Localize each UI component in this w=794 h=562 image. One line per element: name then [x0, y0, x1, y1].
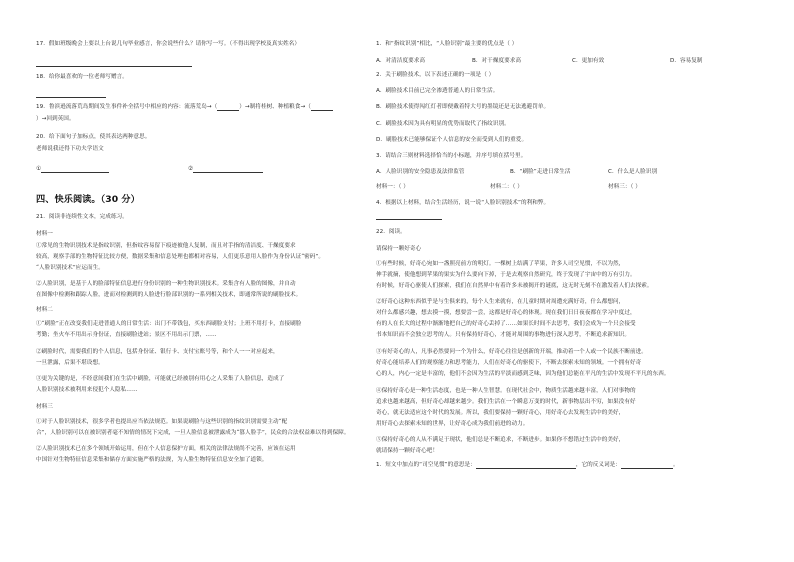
q1-option-c[interactable]: C．更加有效 — [572, 58, 605, 64]
q17-answer-line[interactable] — [36, 66, 192, 67]
m2-p1-line-1: ①“刷脸”正在改变我们走进普通人的日常生活：出门不带钱包，买东西刷脸支付；上班不用打卡，直接刷脸 — [36, 321, 302, 327]
q22-1-end: 。 — [672, 462, 679, 468]
q19-end: ）→回到英国。 — [36, 116, 75, 122]
essay-p3-line-1: ③有好奇心的人，凡事必然要问一个为什么，好奇心往往是创新的开端，推动着一个人或一个民族不断前进。 — [376, 349, 647, 355]
q2-option-a[interactable]: A．刷脸技术目前已完全渗透普通人的日常生活。 — [376, 88, 499, 94]
q1-option-a[interactable]: A．对清洁度要求高 — [376, 58, 426, 64]
m1-p1-line-2: 较高，观察手部的生物特征比较方便，数据采集和信息处理也都相对容易，人们更乐意用人脸作为身份认证“密码”。 — [36, 254, 325, 260]
essay-p3-line-2: 好奇心能培养人们的观察能力和思考能力，人们在好奇心的驱使下，不断去探索未知的领域。一个拥有好奇 — [376, 360, 642, 366]
m1-p1-line-1: ①常见的生物识别技术是指纹识别，但指纹容易留下痕迹被他人复制，而且对手指的清洁度、干燥度要求 — [36, 243, 296, 249]
q3-text: 3．请结合三则材料选择恰当的小标题，并序号填在括号里。 — [376, 153, 527, 159]
q20-sentence: 老师说我还得下功夫学语文 — [36, 146, 104, 152]
essay-title: 请保持一颗好奇心 — [376, 246, 422, 252]
q22-1-blank-meaning[interactable] — [476, 462, 576, 469]
q4-text: 4．根据以上材料，结合生活经历，说一说“人脸识别技术”的利和弊。 — [376, 200, 550, 206]
m2-p3-line-1: ③更为关键的是，不经意间我们在生活中刷脸，可能就已经被别有用心之人采集了人脸信息，造成了 — [36, 376, 285, 382]
q20-blank-2[interactable] — [193, 166, 263, 173]
q22-1-prompt-antonym: ，它的反义词是： — [575, 462, 621, 468]
essay-p1-line-3: 有时候，好奇心驱使人们探索，我们在自然界中有着许多未被揭开的谜底，这无时无刻不在激发着人们去探索。 — [376, 283, 653, 289]
q2-option-d[interactable]: D．刷脸技术已能够保证个人信息的安全而受到人们的重爱。 — [376, 137, 528, 143]
q20-blank-1[interactable] — [41, 166, 109, 173]
q19-part-b: ）→制将桂树、种植粮食→（ — [239, 104, 311, 110]
essay-p3-line-3: 心的人，内心一定是丰富的，他们不会因为生活的平淡而感到乏味，因为他们总能在平凡的生活中发现不平凡的东西。 — [376, 371, 670, 377]
q3-option-a: A．人脸识别的安全隐患及法律监管 — [376, 169, 465, 175]
m1-p1-line-3: “人脸识别技术”应运而生。 — [36, 265, 104, 271]
q19-blank-2[interactable] — [311, 104, 333, 111]
q18-answer-line[interactable] — [36, 97, 106, 98]
q22-1-text — [376, 462, 679, 469]
q1-text: 1．和“指纹识别”相比，“人脸识别”最主要的优点是（ ） — [376, 41, 518, 47]
q21-text: 21．阅读非连续性文本，完成练习。 — [36, 214, 128, 220]
q3-material-1-slot[interactable]: 材料一：（ ） — [376, 184, 409, 190]
q1-option-d[interactable]: D．容易复制 — [670, 58, 703, 64]
q22-text: 22．阅读。 — [376, 229, 406, 235]
q20-answer-1 — [36, 166, 109, 173]
q20-text: 20．给下面句子加标点，使其表达两种意思。 — [36, 134, 151, 140]
essay-p2-line-4: 书本知识而不会独立思考的人。只有保持好奇心，才能对周围的事物进行深入思考，不断追求新知识。 — [376, 332, 630, 338]
q2-option-c[interactable]: C．刷脸技术因为具有明显的优势而取代了指纹识别。 — [376, 121, 510, 127]
q3-option-c: C．什么是人脸识别 — [608, 169, 658, 175]
essay-p4-line-2: 追求也越来越高，但好奇心却越来越少。我们生活在一个瞬息万变的时代，新事物层出不穷，如果没有好 — [376, 399, 636, 405]
essay-p5-line-2: 就请保持一颗好奇心吧！ — [376, 448, 439, 454]
q20-answer-2 — [188, 166, 263, 173]
q22-1-blank-antonym[interactable] — [621, 462, 673, 469]
section-heading: 四、快乐阅读。（30 分） — [36, 194, 140, 205]
q17-text: 17．假如班级晚会上要以上台说几句毕业感言，你会说些什么？请你写一写。（不得出现学校及真实姓名） — [36, 41, 301, 47]
material-3-title: 材料三 — [36, 404, 53, 410]
material-1-title: 材料一 — [36, 231, 53, 237]
q20-mark-2: ② — [188, 166, 194, 172]
essay-p4-line-3: 奇心，就无法适应这个时代的发展。所以，我们要保持一颗好奇心，用好奇心去发现生活中的美好， — [376, 410, 625, 416]
m2-p2-line-2: 一旦泄露，后果不堪设想。 — [36, 360, 104, 366]
q18-text: 18．给你最喜欢的一位老师写赠言。 — [36, 74, 128, 80]
m3-p1-line-1: ①对于人脸识别技术，很多学者也提出应当依法规范。如果说刷脸与这些识别的指纹识别需要主动“配 — [36, 419, 288, 425]
essay-p4-line-1: ④保持好奇心是一种生活态度，也是一种人生智慧。在现代社会中，物质生活越来越丰富，人们对事物的 — [376, 388, 636, 394]
q22-1-prompt: 1．短文中加点的“司空见惯”的意思是： — [376, 462, 476, 468]
essay-p1-line-2: 伸手就摘，使他想到苹果的果实为什么要向下掉，于是去观察自然研究，终于发现了宇宙中的万有引力。 — [376, 272, 636, 278]
m2-p2-line-1: ②刷脸时代，需要我们的个人信息，包括身份证、银行卡、支付宝账号等，和个人一一对应起来， — [36, 349, 279, 355]
m1-p2-line-1: ②人脸识别，是基于人的脸部特征信息进行身份识别的一种生物识别技术。采集含有人脸的图像，并自动 — [36, 281, 296, 287]
essay-p2-line-3: 有的人在长大的过程中渐渐地把自己的好奇心丢掉了……如果长时间不去思考，我们会成为一个只会接受 — [376, 321, 636, 327]
m3-p2-line-2: 中国针对生物特征信息采集和储存方面实施严格的法规，为人脸生物特征信息安全加了道锁。 — [36, 457, 268, 463]
q3-option-b: B．“刷脸”走进日常生活 — [510, 169, 571, 175]
q19-part-a: 19．鲁滨逊流落荒岛期间发生事件补全括号中相应的内容：流落荒岛→（ — [36, 104, 218, 110]
m2-p3-line-2: 人脸识别技术被利用来侵犯个人隐私…… — [36, 387, 138, 393]
essay-p5-line-1: ⑤保持好奇心的人从不满足于现状，他们总是不断追求，不断进步。如果你不想错过生活中的美好， — [376, 437, 625, 443]
q1-option-b[interactable]: B．对干燥度要求高 — [472, 58, 522, 64]
m3-p1-line-2: 合”，人脸识别可以在被识别者毫不知情的情况下完成，一旦人脸信息被泄露成为“篡人脸手”，民众的合法权益难以得到保障。 — [36, 430, 350, 436]
q3-material-2-slot[interactable]: 材料二：（ ） — [490, 184, 523, 190]
m3-p2-line-1: ②人脸识别技术已在多个领域开始运用，但在个人信息保护方面，相关的法律法规尚不完善，应该在运用 — [36, 446, 296, 452]
q19-blank-1[interactable] — [217, 104, 239, 111]
q4-answer-line[interactable] — [376, 219, 442, 220]
material-2-title: 材料二 — [36, 307, 53, 313]
m2-p1-line-2: 考勤；坐火车不用出示身份证，直接刷脸进站；景区不用出示门票，…… — [36, 332, 217, 338]
essay-p2-line-1: ②好奇心这种东西似乎是与生俱来的，每个人生来就有，在儿童时期对周遭充满好奇，什么都想问， — [376, 299, 625, 305]
q3-material-3-slot[interactable]: 材料三：（ ） — [608, 184, 641, 190]
essay-p1-line-1: ①有些时候，好奇心宛如一盏照亮前方的明灯。一棵树上结满了苹果，许多人司空见惯，不以为然， — [376, 261, 625, 267]
q2-option-b[interactable]: B．刷脸技术使得闯红灯者即便戴着特大号的墨镜还是无法逃避罚单。 — [376, 104, 550, 110]
essay-p4-line-4: 用好奇心去探索未知的世界，让好奇心成为我们前进的动力。 — [376, 421, 529, 427]
q19-text — [36, 104, 333, 111]
q20-mark-1: ① — [36, 166, 42, 172]
m1-p2-line-2: 在图像中检测和跟踪人脸，进而对检测到的人脸进行脸部识别的一系列相关技术，即通常所说的刷脸技术。 — [36, 292, 302, 298]
essay-p2-line-2: 对什么都感兴趣，想去摸一摸，想要尝一尝，这都是好奇心的体现。现在我们日日夜夜都在学习中度过， — [376, 310, 636, 316]
q2-text: 2．关于刷脸技术，以下表述正确的一项是（ ） — [376, 72, 495, 78]
